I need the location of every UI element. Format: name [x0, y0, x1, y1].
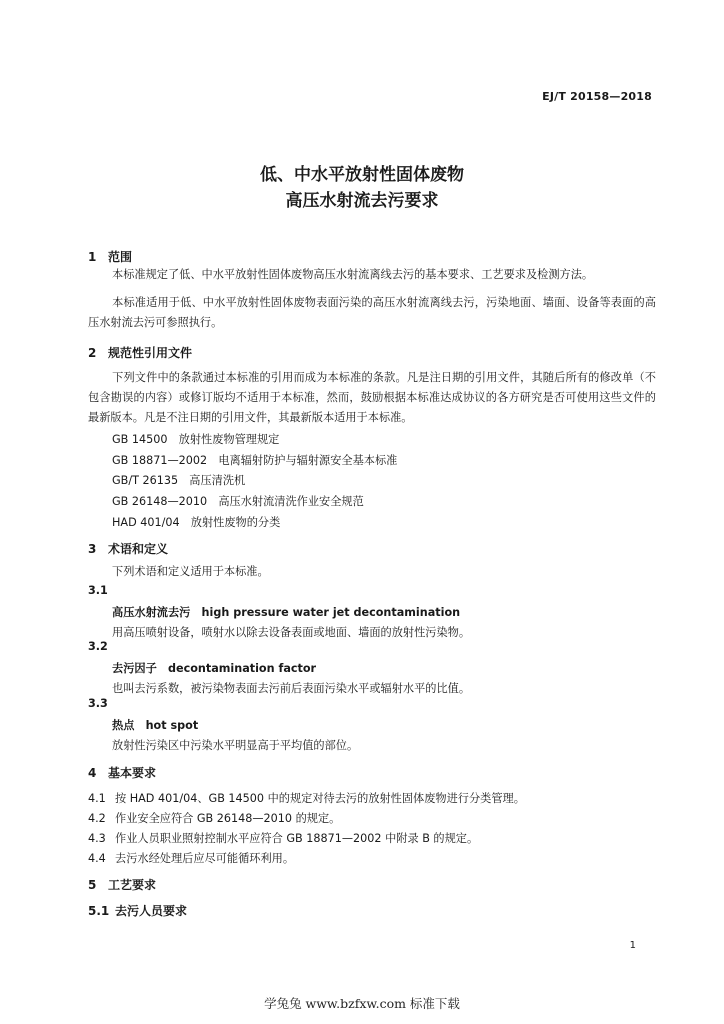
section-3-intro: 下列术语和定义适用于本标准。: [112, 565, 269, 578]
section-1-paragraph-1: 本标准规定了低、中水平放射性固体废物高压水射流离线去污的基本要求、工艺要求及检测方法。: [112, 268, 594, 281]
term-definition: 放射性污染区中污染水平明显高于平均值的部位。: [112, 739, 359, 752]
reference-item: GB/T 26135 高压清洗机: [112, 474, 246, 487]
section-2-title: 规范性引用文件: [108, 346, 193, 360]
clause-item: 4.3 作业人员职业照射控制水平应符合 GB 18871—2002 中附录 B 的规定。: [88, 832, 479, 845]
section-1-number: 1: [88, 250, 97, 264]
term-heading: 高压水射流去污 high pressure water jet decontamination: [112, 606, 461, 619]
document-code: EJ/T 20158—2018: [542, 90, 652, 103]
term-heading: 去污因子 decontamination factor: [112, 662, 317, 675]
section-3-title: 术语和定义: [108, 542, 169, 556]
section-3-heading: [88, 540, 168, 557]
clause-item: 4.4 去污水经处理后应尽可能循环利用。: [88, 852, 295, 865]
section-1-heading: [88, 248, 132, 265]
section-5-heading: [88, 876, 156, 893]
section-4-number: 4: [88, 766, 97, 780]
section-5-1-heading: [88, 902, 187, 919]
reference-item: GB 18871—2002 电离辐射防护与辐射源安全基本标准: [112, 454, 398, 467]
footer-watermark: 学兔兔 www.bzfxw.com 标准下载: [264, 996, 460, 1011]
section-5-number: 5: [88, 878, 97, 892]
reference-item: HAD 401/04 放射性废物的分类: [112, 516, 281, 529]
term-number: 3.3: [88, 697, 108, 710]
term-number: 3.2: [88, 640, 108, 653]
section-2-heading: [88, 344, 192, 361]
section-1-paragraph-2: 本标准适用于低、中水平放射性固体废物表面污染的高压水射流离线去污，污染地面、墙面、设备等表面的高压水射流去污可参照执行。: [88, 296, 656, 329]
clause-item: 4.1 按 HAD 401/04、GB 14500 中的规定对待去污的放射性固体废物进行分类管理。: [88, 792, 525, 805]
section-4-heading: [88, 764, 156, 781]
section-5-title: 工艺要求: [108, 878, 157, 892]
section-2-number: 2: [88, 346, 97, 360]
section-5-1-number: 5.1: [88, 904, 110, 918]
document-title-line-2: 高压水射流去污要求: [285, 191, 439, 211]
page-number: 1: [629, 940, 636, 951]
section-2-paragraph-1: 下列文件中的条款通过本标准的引用而成为本标准的条款。凡是注日期的引用文件，其随后所有的修改单（不包含勘误的内容）或修订版均不适用于本标准，然而，鼓励根据本标准达成协议的各方研究是否可使用这些文件的最新版本。凡是不注日期的引用文件，其最新版本适用于本标准。: [88, 371, 656, 424]
term-heading: 热点 hot spot: [112, 719, 199, 732]
term-definition: 用高压喷射设备，喷射水以除去设备表面或地面、墙面的放射性污染物。: [112, 626, 471, 639]
section-5-1-title: 去污人员要求: [115, 904, 188, 918]
section-3-number: 3: [88, 542, 97, 556]
reference-item: GB 14500 放射性废物管理规定: [112, 433, 280, 446]
clause-item: 4.2 作业安全应符合 GB 26148—2010 的规定。: [88, 812, 341, 825]
section-1-title: 范围: [108, 250, 133, 264]
term-number: 3.1: [88, 584, 108, 597]
term-definition: 也叫去污系数，被污染物表面去污前后表面污染水平或辐射水平的比值。: [112, 682, 471, 695]
section-4-title: 基本要求: [108, 766, 157, 780]
reference-item: GB 26148—2010 高压水射流清洗作业安全规范: [112, 495, 364, 508]
document-title-line-1: 低、中水平放射性固体废物: [260, 165, 464, 185]
